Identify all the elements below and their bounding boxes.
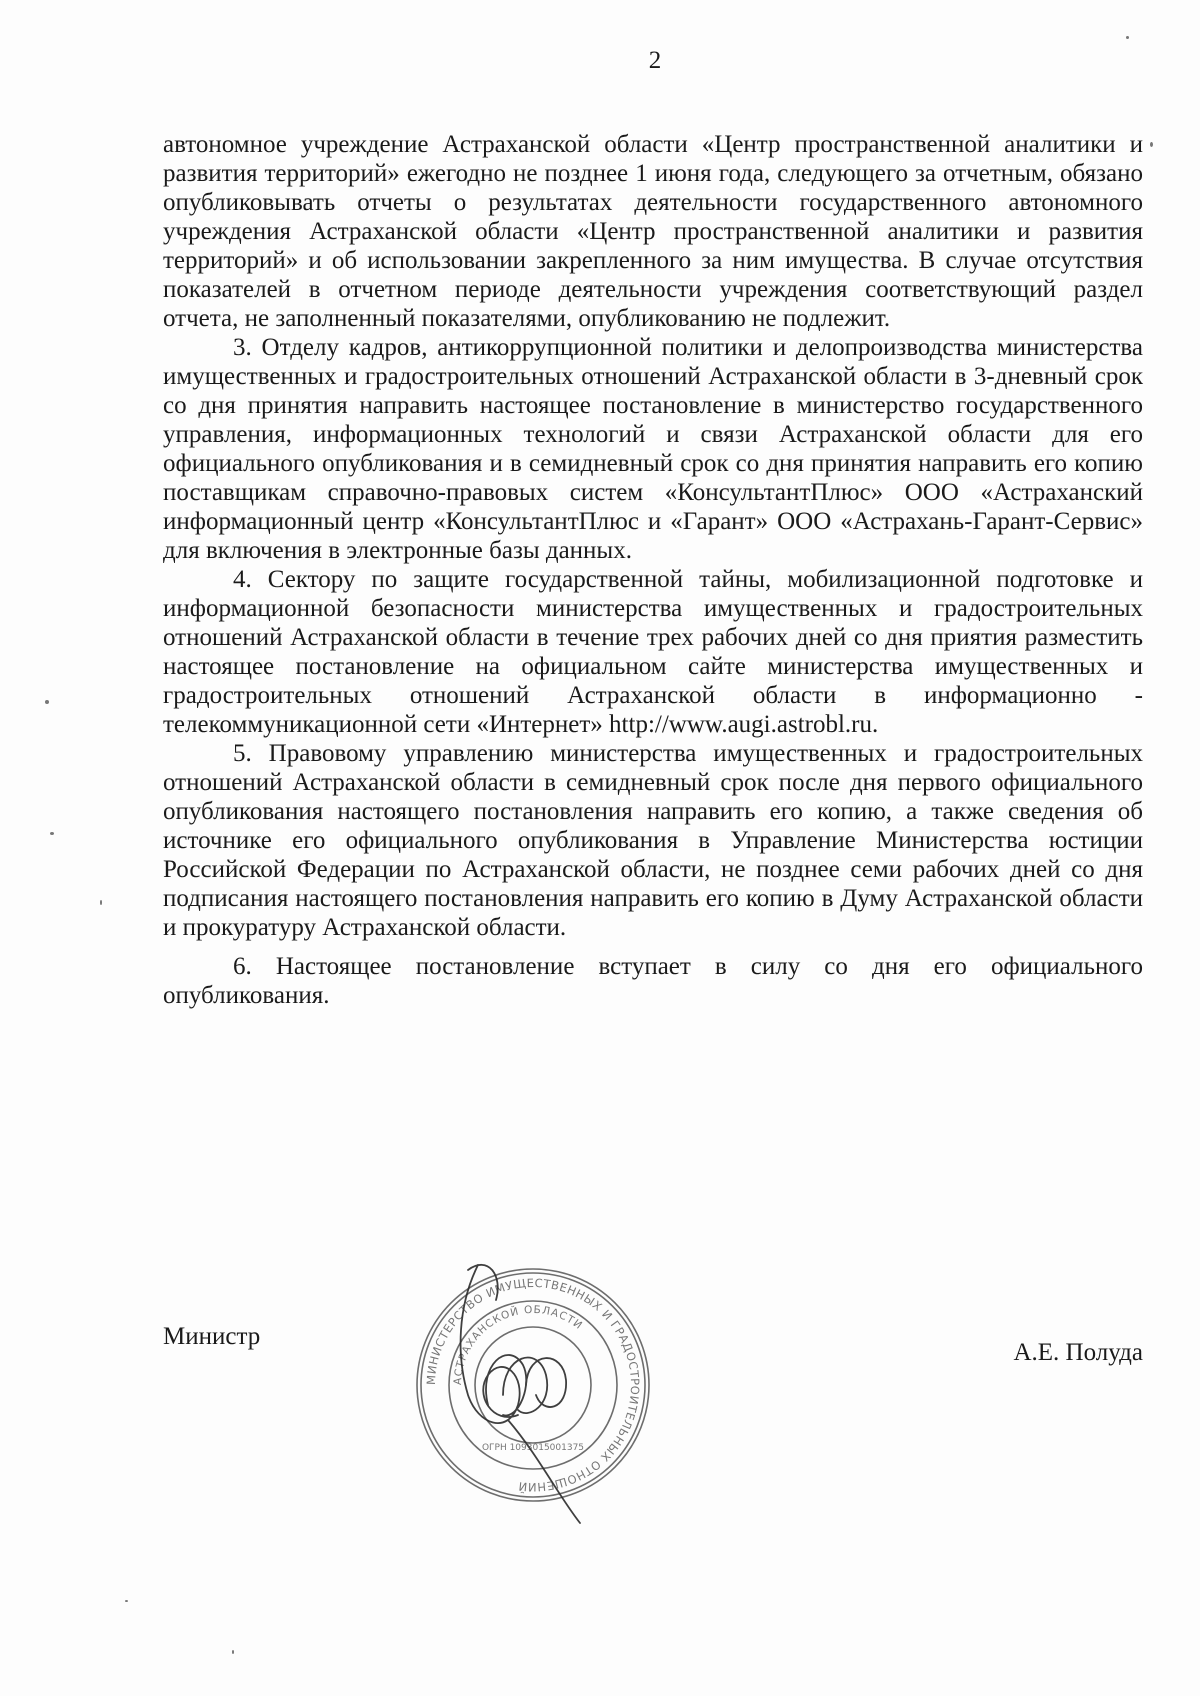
paragraph-item-3: 3. Отделу кадров, антикоррупционной политики и делопроизводства министерства имущественных и градостроительных отношений Астраханской области в 3-дневный срок со дня принятия направить настоящее постановление в министерство государственного управления, информационных технологий и связи Астраханской области для его официального опубликования и в семидневный срок со дня принятия направить его копию поставщикам справочно-правовых систем «КонсультантПлюс» ООО «Астраханский информационный центр «КонсультантПлюс и «Гарант» ООО «Астрахань-Гарант-Сервис» для включения в электронные базы данных. bbox=[163, 334, 1143, 564]
paragraph-item-4: 4. Сектору по защите государственной тайны, мобилизационной подготовке и информационной безопасности министерства имущественных и градостроительных отношений Астраханской области в течение трех рабочих дней со дня приятия разместить настоящее постановление на официальном сайте министерства имущественных и градостроительных отношений Астраханской области в информационно - телекоммуникационной сети «Интернет» http://www.augi.astrobl.ru. bbox=[163, 566, 1143, 738]
paragraph-item-5: 5. Правовому управлению министерства имущественных и градостроительных отношений Астраханской области в семидневный срок после дня первого официального опубликования настоящего постановления направить его копию, а также сведения об источнике его официального опубликования в Управление Министерства юстиции Российской Федерации по Астраханской области, не позднее семи рабочих дней со дня подписания настоящего постановления направить его копию в Думу Астраханской области и прокуратуру Астраханской области. bbox=[163, 740, 1143, 941]
seal-stamp bbox=[417, 1269, 649, 1501]
scan-speck bbox=[1150, 142, 1153, 147]
scan-speck bbox=[100, 900, 102, 905]
signatory-title: Министр bbox=[163, 1323, 261, 1350]
paragraph-continuation: автономное учреждение Астраханской области «Центр пространственной аналитики и развития территорий» ежегодно не позднее 1 июня года, следующего за отчетным, обязано опубликовывать отчеты о результатах деятельности государственного автономного учреждения Астраханской области «Центр пространственной аналитики и развития территорий» и об использовании закрепленного за ним имущества. В случае отсутствия показателей в отчетном периоде деятельности учреждения соответствующий раздел отчета, не заполненный показателями, опубликованию не подлежит. bbox=[163, 131, 1143, 332]
seal-ogrn: ОГРН 1093015001375 bbox=[481, 1443, 585, 1453]
scan-speck bbox=[45, 700, 49, 704]
official-seal-with-signature bbox=[408, 1245, 658, 1525]
seal-outer-text: МИНИСТЕРСТВО ИМУЩЕСТВЕННЫХ И ГРАДОСТРОИТЕЛЬНЫХ ОТНОШЕНИЙ bbox=[423, 1275, 643, 1495]
scan-speck bbox=[125, 1600, 128, 1602]
seal-inner-text: АСТРАХАНСКОЙ ОБЛАСТИ bbox=[451, 1303, 585, 1386]
signatory-name: А.Е. Полуда bbox=[1013, 1339, 1143, 1366]
document-body bbox=[163, 130, 1143, 1010]
page-number: 2 bbox=[648, 47, 662, 74]
scan-speck bbox=[232, 1650, 234, 1654]
scan-speck bbox=[1126, 36, 1129, 39]
scan-speck bbox=[50, 832, 54, 835]
paragraph-item-6: 6. Настоящее постановление вступает в силу со дня его официального опубликования. bbox=[163, 953, 1143, 1009]
